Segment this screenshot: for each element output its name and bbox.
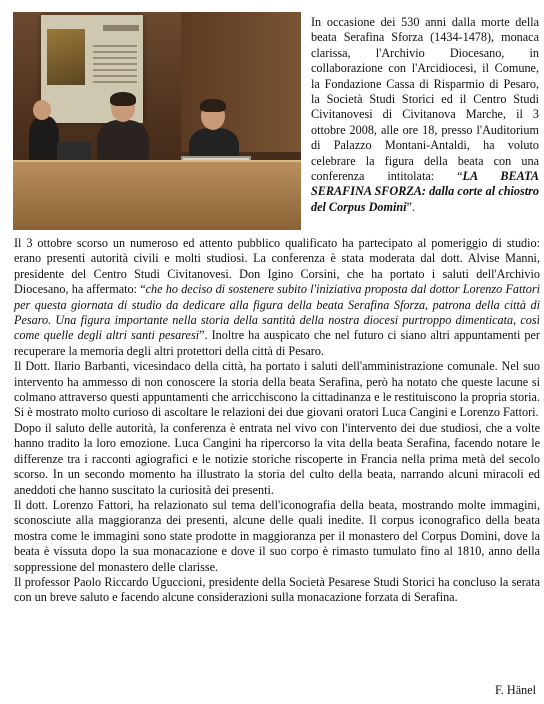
article-body: [14, 236, 540, 606]
paragraph-5: Il professor Paolo Riccardo Uguccioni, presidente della Società Pesarese Studi Storici ha concluso la serata con un breve saluto e facendo alcune considerazioni sulla monacazione forzata di Serafina.: [14, 574, 540, 605]
quote: che ho deciso di sostenere subito l'iniziativa proposta dal dottor Lorenzo Fattori per questa giornata di studio da dedicare alla figura della beata Serafina Sforza, patrona della città di Pesaro. Una figura importante nella storia della santità della nostra diocesi purtroppo dimenticata, così come quelle degli altri santi pesaresi: [14, 282, 540, 343]
conference-title: LA BEATA SERAFINA SFORZA: dalla corte al chiostro del Corpus Domini: [311, 169, 539, 214]
author-signature: F. Hänel: [495, 683, 536, 697]
intro-text: In occasione dei 530 anni dalla morte della beata Serafina Sforza (1434-1478), monaca clarissa, l'Archivio Diocesano, in collaborazione con l'Arcidiocesi, il Comune, la Fondazione Cassa di Risparmio di Pesaro, la Società Studi Storici ed il Centro Studi Civitanovesi di Civitanova Marche, il 3 ottobre 2008, alle ore 18, presso l'Auditorium di Palazzo Montani-Antaldi, ha voluto celebrare la figura della beata con una conferenza intitolata: “LA BEATA SERAFINA SFORZA: dalla corte al chiostro del Corpus Domini”.: [311, 15, 539, 214]
conference-photo: [13, 12, 301, 230]
paragraph-1: Il 3 ottobre scorso un numeroso ed attento pubblico qualificato ha partecipato al pomeriggio di studio: erano presenti autorità civili e molti studiosi. La conferenza è stata moderata dal dott. Alvise Manni, presidente del Centro Studi Civitanovesi. Don Igino Corsini, che ha portato i saluti dell'Archivio Diocesano, ha affermato: “che ho deciso di sostenere subito l'iniziativa proposta dal dottor Lorenzo Fattori per questa giornata di studio da dedicare alla figura della beata Serafina Sforza, patrona della città di Pesaro. Una figura importante nella storia della santità della nostra diocesi purtroppo dimenticata, così come quelle degli altri santi pesaresi”. Inoltre ha auspicato che nel futuro ci siano altri appuntamenti per recuperare la memoria degli altri protettori della città di Pesaro.: [14, 236, 540, 358]
speaker-left: [29, 116, 59, 166]
paragraph-3: Dopo il saluto delle autorità, la conferenza è entrata nel vivo con l'intervento dei due studiosi, che a volte hanno tradito la loro emozione. Luca Cangini ha ripercorso la vita della beata Serafina, facendo notare le differenze tra i racconti agiografici e le notizie storiche riscoperte in Francia nella prima metà del secolo scorso. In un secondo momento ha illustrato la storia del culto della beata, narrando alcuni miracoli ed aneddoti che hanno suscitato la curiosità dei presenti.: [14, 420, 540, 497]
conference-table: [13, 162, 301, 230]
paragraph-2: Il Dott. Ilario Barbanti, vicesindaco della città, ha portato i saluti dell'amministrazione comunale. Nel suo intervento ha ammesso di non conoscere la storia della beata Serafina, però ha notato che queste lacune si colmano attraverso questi appuntamenti che arricchiscono la cittadinanza e le restituiscono la propria storia. Si è mostrato molto curioso di ascoltare le relazioni dei due giovani oratori Luca Cangini e Lorenzo Fattori.: [14, 359, 540, 420]
paragraph-4: Il dott. Lorenzo Fattori, ha relazionato sul tema dell'iconografia della beata, mostrando molte immagini, sconosciute alla maggioranza dei presenti, alcune delle quali inedite. Il corpus iconografico della beata mostra come le immagini sono state prodotte in maggioranza per il monastero del Corpus Domini, dove la beata è vissuta dopo la sua monacazione e dove il suo corpo è rimasto tumulato fino al 1810, anno della soppressione del monastero delle clarisse.: [14, 497, 540, 574]
